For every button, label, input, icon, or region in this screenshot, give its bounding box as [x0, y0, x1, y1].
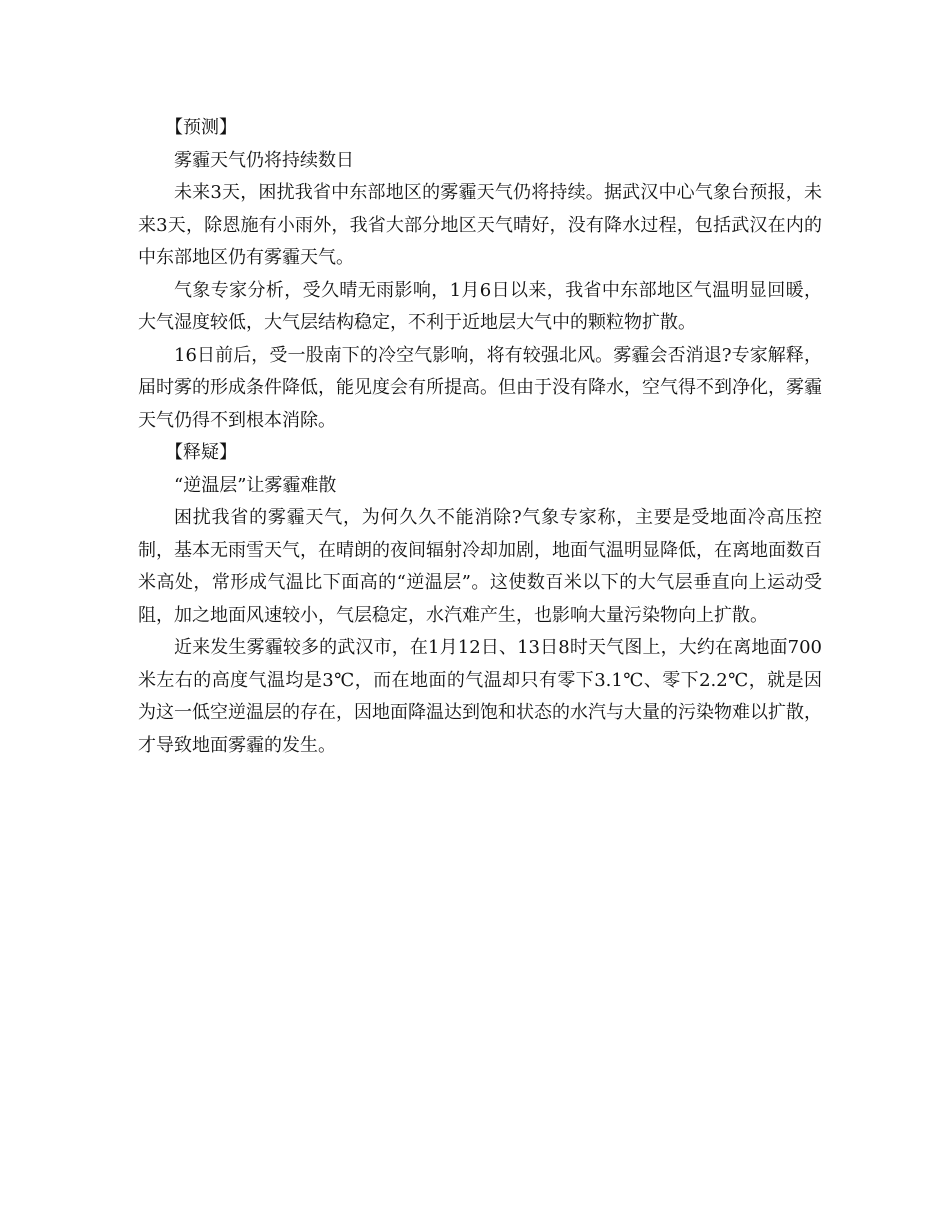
paragraph-4: 困扰我省的雾霾天气，为何久久不能消除?气象专家称，主要是受地面冷高压控制，基本无雨雪天气，在晴朗的夜间辐射冷却加剧，地面气温明显降低，在离地面数百米高处，常形成气温比下面高的“逆温层”。这使数百米以下的大气层垂直向上运动受阻，加之地面风速较小，气层稳定，水汽难产生，也影响大量污染物向上扩散。: [138, 507, 822, 626]
document-page: [138, 112, 822, 762]
paragraph-3: 16日前后，受一股南下的冷空气影响，将有较强北风。雾霾会否消退?专家解释，届时雾的形成条件降低，能见度会有所提高。但由于没有降水，空气得不到净化，雾霾天气仍得不到根本消除。: [138, 344, 822, 431]
paragraph-2: 气象专家分析，受久晴无雨影响，1月6日以来，我省中东部地区气温明显回暖，大气湿度较低，大气层结构稳定，不利于近地层大气中的颗粒物扩散。: [138, 279, 822, 333]
section-title-explanation: “逆温层”让雾霾难散: [174, 474, 337, 496]
section-title-forecast: 雾霾天气仍将持续数日: [174, 149, 354, 171]
paragraph-1: 未来3天，困扰我省中东部地区的雾霾天气仍将持续。据武汉中心气象台预报，未来3天，除恩施有小雨外，我省大部分地区天气晴好，没有降水过程，包括武汉在内的中东部地区仍有雾霾天气。: [138, 182, 822, 268]
section-heading-explanation: 【释疑】: [165, 442, 237, 463]
paragraph-5: 近来发生雾霾较多的武汉市，在1月12日、13日8时天气图上，大约在离地面700米左右的高度气温均是3℃，而在地面的气温却只有零下3.1℃、零下2.2℃，就是因为这一低空逆温层的存在，因地面降温达到饱和状态的水汽与大量的污染物难以扩散，才导致地面雾霾的发生。: [138, 637, 822, 756]
section-heading-forecast: 【预测】: [165, 117, 237, 138]
